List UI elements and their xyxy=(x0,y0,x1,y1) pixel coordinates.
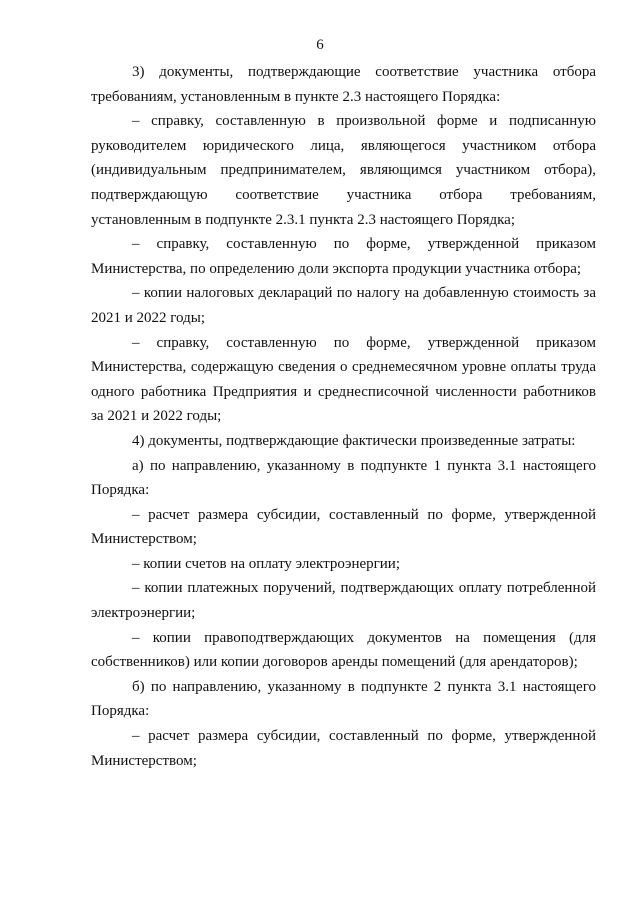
paragraph-direction-a: а) по направлению, указанному в подпункте 1 пункта 3.1 настоящего Порядка: xyxy=(91,457,596,499)
paragraph-certificate-wages: – справку, составленную по форме, утвержденной приказом Министерства, содержащую сведения о среднемесячном уровне оплаты труда одного работника Предприятия и среднесписочной численности работников за 2021 и 2022 годы; xyxy=(91,334,596,425)
paragraph-item-4-documents: 4) документы, подтверждающие фактически произведенные затраты: xyxy=(132,432,576,449)
paragraph-premises-documents: – копии правоподтверждающих документов на помещения (для собственников) или копии договоров аренды помещений (для арендаторов); xyxy=(91,629,596,671)
page-number: 6 xyxy=(316,37,324,53)
paragraph-vat-declarations: – копии налоговых деклараций по налогу на добавленную стоимость за 2021 и 2022 годы; xyxy=(91,285,596,326)
paragraph-payment-orders: – копии платежных поручений, подтверждающих оплату потребленной электроэнергии; xyxy=(91,580,596,622)
paragraph-subsidy-calculation-a: – расчет размера субсидии, составленный по форме, утвержденной Министерством; xyxy=(91,506,596,548)
paragraph-electricity-invoices: – копии счетов на оплату электроэнергии; xyxy=(132,555,401,572)
paragraph-subsidy-calculation-b: – расчет размера субсидии, составленный по форме, утвержденной Министерством; xyxy=(91,728,596,769)
paragraph-certificate-export-share: – справку, составленную по форме, утвержденной приказом Министерства, по определению доли экспорта продукции участника отбора; xyxy=(91,236,596,277)
paragraph-certificate-free-form: – справку, составленную в произвольной форме и подписанную руководителем юридического лица, являющегося участником отбора (индивидуальным предпринимателем, являющимся участником отбора), подтверждающую соответствие участника отбора требованиям, установленным в подпункте 2.3.1 пункта 2.3 настоящего Порядка; xyxy=(91,113,596,228)
paragraph-item-3-documents: 3) документы, подтверждающие соответствие участника отбора требованиям, установленным в пункте 2.3 настоящего Порядка: xyxy=(91,64,596,105)
paragraph-direction-b: б) по направлению, указанному в подпункте 2 пункта 3.1 настоящего Порядка: xyxy=(91,678,596,720)
document-body xyxy=(91,60,596,773)
